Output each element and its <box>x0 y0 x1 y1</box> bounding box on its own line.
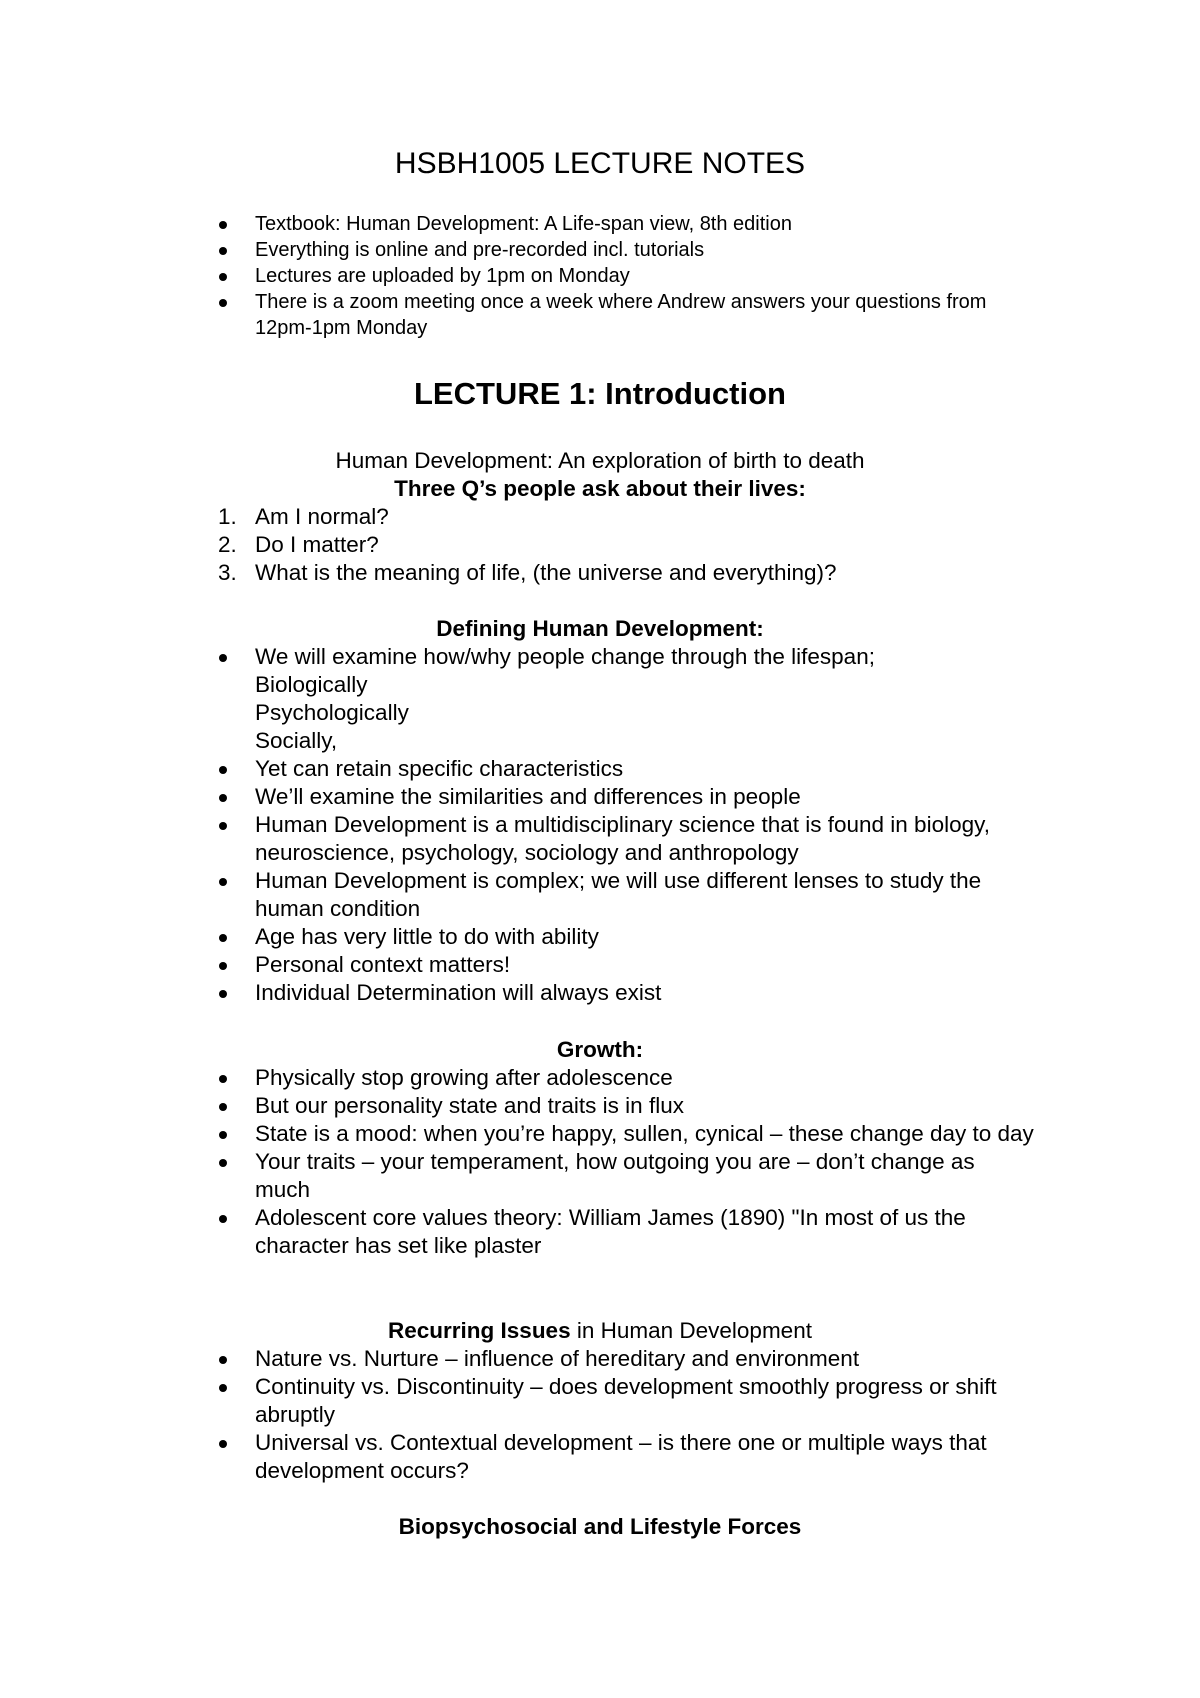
lecture-subtitle: Human Development: An exploration of birth to death <box>335 448 865 473</box>
list-item: State is a mood: when you’re happy, sullen, cynical – these change day to day <box>0 1120 1035 1148</box>
list-item: Everything is online and pre-recorded incl. tutorials <box>0 237 1035 263</box>
list-item: Nature vs. Nurture – influence of hereditary and environment <box>0 1345 1035 1373</box>
intro-bullet-list <box>0 211 1200 341</box>
list-item: Textbook: Human Development: A Life-span view, 8th edition <box>0 211 1035 237</box>
sub-line: Biologically <box>255 672 368 697</box>
section-heading-growth: Growth: <box>556 1037 644 1062</box>
heading-bold-part: Recurring Issues <box>388 1318 571 1343</box>
questions-list <box>0 503 1200 587</box>
heading-rest-part: in Human Development <box>570 1318 812 1343</box>
list-number: 1. <box>218 504 237 529</box>
question-text: What is the meaning of life, (the universe and everything)? <box>255 560 837 585</box>
list-item: There is a zoom meeting once a week where Andrew answers your questions from 12pm-1pm Monday <box>0 289 1035 341</box>
sub-line: Psychologically <box>255 700 409 725</box>
list-item: Universal vs. Contextual development – is there one or multiple ways that development occurs? <box>0 1429 1035 1485</box>
list-item: Personal context matters! <box>0 951 1035 979</box>
section-heading-defining: Defining Human Development: <box>436 616 764 641</box>
list-item: Human Development is complex; we will use different lenses to study the human condition <box>0 867 1035 923</box>
question-text: Am I normal? <box>255 504 389 529</box>
list-item: Physically stop growing after adolescence <box>0 1064 1035 1092</box>
list-item <box>0 643 1035 755</box>
section-heading-recurring <box>0 1317 1200 1345</box>
question-text: Do I matter? <box>255 532 379 557</box>
list-number: 3. <box>218 560 237 585</box>
list-item: Yet can retain specific characteristics <box>0 755 1035 783</box>
list-item <box>0 559 1035 587</box>
list-item: Your traits – your temperament, how outgoing you are – don’t change as much <box>0 1148 1035 1204</box>
growth-bullet-list <box>0 1064 1200 1260</box>
list-item: We’ll examine the similarities and differences in people <box>0 783 1035 811</box>
list-number: 2. <box>218 532 237 557</box>
list-item: Human Development is a multidisciplinary science that is found in biology, neuroscience, psychology, sociology and anthropology <box>0 811 1035 867</box>
list-item: Continuity vs. Discontinuity – does development smoothly progress or shift abruptly <box>0 1373 1035 1429</box>
list-item <box>0 531 1035 559</box>
lecture-title: LECTURE 1: Introduction <box>414 376 786 411</box>
list-item: Adolescent core values theory: William James (1890) "In most of us the character has set like plaster <box>0 1204 1035 1260</box>
list-item: Lectures are uploaded by 1pm on Monday <box>0 263 1035 289</box>
defining-bullet-list <box>0 643 1200 1007</box>
bullet-text: We will examine how/why people change through the lifespan; <box>255 644 875 669</box>
recurring-bullet-list <box>0 1345 1200 1485</box>
section-heading-biopsychosocial: Biopsychosocial and Lifestyle Forces <box>398 1514 802 1539</box>
sub-line: Socially, <box>255 728 338 753</box>
list-item <box>0 503 1035 531</box>
document-title: HSBH1005 LECTURE NOTES <box>394 147 806 180</box>
list-item: But our personality state and traits is in flux <box>0 1092 1035 1120</box>
list-item: Individual Determination will always exist <box>0 979 1035 1007</box>
list-item: Age has very little to do with ability <box>0 923 1035 951</box>
questions-heading: Three Q’s people ask about their lives: <box>394 476 806 501</box>
